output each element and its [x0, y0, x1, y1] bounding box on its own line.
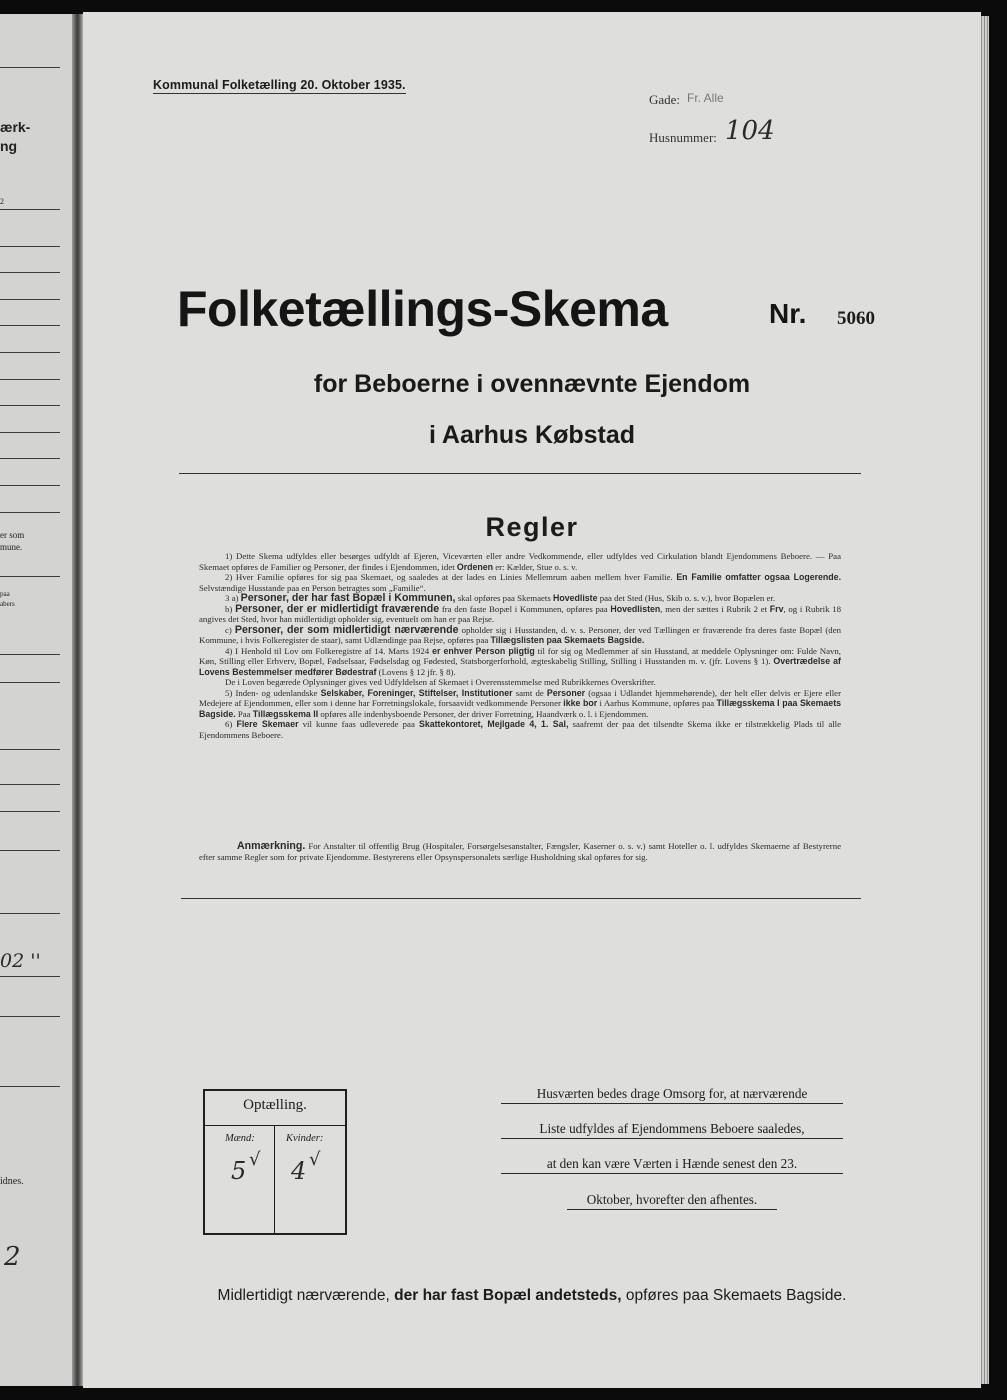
left-rule — [0, 850, 60, 851]
instruction-line: Husværten bedes drage Omsorg for, at nærværende — [501, 1086, 843, 1104]
rule-3c: c) Personer, der som midlertidigt nærværende opholder sig i Husstanden, d. v. s. Personer, der ved Tællingen er fraværende fra deres faste Bopæl (den Kommune, i hvis Folkeregister de staar), samt Udlændinge paa Rejse, opføres paa Tillægslisten paa Skemaets Bagside. — [199, 623, 841, 645]
left-rule — [0, 913, 60, 914]
left-rule — [0, 1086, 60, 1087]
left-text: abers — [0, 600, 15, 608]
left-text: mune. — [0, 542, 23, 552]
left-rule — [0, 379, 60, 380]
tally-divider — [274, 1125, 275, 1233]
divider — [179, 473, 861, 474]
rule-2: 2) Hver Familie opføres for sig paa Skemaet, og saaledes at der lades en Linies Mellemrum aaben mellem hver Familie. En Familie omfatter ogsaa Logerende. Selvstændige Husstande paa en Person betragtes som „Familie“. — [199, 572, 842, 593]
left-rule — [0, 246, 60, 247]
rules-heading: Regler — [485, 512, 579, 542]
left-text: 2 — [0, 197, 4, 206]
left-page-fragment — [0, 14, 78, 1386]
tally-title: Optælling. — [243, 1097, 307, 1113]
left-rule — [0, 576, 60, 577]
left-rule — [0, 654, 60, 655]
tally-divider — [205, 1125, 345, 1126]
street-value: Fr. Alle — [687, 91, 724, 105]
check-mark-icon: √ — [249, 1149, 261, 1170]
footer-note: Midlertidigt nærværende, der har fast Bopæl andetsteds, opføres paa Skemaets Bagside. — [217, 1287, 847, 1304]
subtitle-city: i Aarhus Købstad — [428, 421, 636, 449]
instruction-line: Oktober, hvorefter den afhentes. — [567, 1192, 777, 1210]
instruction-line: Liste udfyldes af Ejendommens Beboere saaledes, — [501, 1121, 843, 1139]
left-text: ng — [0, 138, 18, 154]
rules-text — [199, 551, 841, 740]
left-handwriting: 02 '' — [0, 950, 41, 972]
remark — [199, 841, 841, 863]
page-edges — [981, 16, 989, 1384]
house-number-value: 104 — [725, 116, 775, 146]
left-rule — [0, 209, 60, 210]
rule-4b: De i Loven begærede Oplysninger gives ved Udfyldelsen af Skemaet i Overensstemmelse med Rubrikkernes Overskrifter. — [225, 677, 656, 687]
remark-label: Anmærkning. — [237, 840, 306, 852]
tally-box — [203, 1089, 347, 1235]
form-title: Folketællings-Skema — [177, 281, 668, 337]
left-text: er som — [0, 530, 25, 540]
left-text: paa — [0, 590, 10, 598]
divider — [181, 898, 861, 899]
left-rule — [0, 299, 60, 300]
rule-4: 4) I Henhold til Lov om Folkeregistre af 14. Marts 1924 er enhver Person pligtig til for sig og Medlemmer af sin Husstand, at meddele Oplysninger om: Fulde Navn, Køn, Stilling eller Erhverv, Bopæl, Fødselsaar, Fødselsdag og Fødested, Statsborgerforhold, ægteskabelig Stilling, Stilling i Husstanden m. v. (jfr. Lovens § 1). Overtrædelse af Lovens Bestemmelser medfører Bødestraf (Lovens § 12 jfr. § 8). — [199, 645, 841, 677]
subtitle-residents: for Beboerne i ovennævnte Ejendom — [313, 370, 751, 398]
left-rule — [0, 976, 60, 977]
form-number: 5060 — [837, 308, 875, 329]
house-number-label: Husnummer: — [649, 130, 717, 145]
check-mark-icon: √ — [309, 1149, 321, 1170]
women-count: 4 — [291, 1157, 307, 1185]
left-rule — [0, 485, 60, 486]
census-form-page — [83, 12, 981, 1388]
women-label: Kvinder: — [286, 1133, 324, 1144]
left-rule — [0, 405, 60, 406]
rule-3b: b) Personer, der er midlertidigt fraværende fra den faste Bopæl i Kommunen, opføres paa Hovedlisten, men der sættes i Rubrik 2 et Frv, og i Rubrik 18 angives det Sted, hvor han midlertidigt opholder sig, eventuelt om han er paa Rejse. — [199, 602, 842, 624]
left-rule — [0, 458, 60, 459]
street-label: Gade: — [649, 92, 681, 107]
left-text: ærk- — [0, 119, 31, 135]
remark-text: For Anstalter til offentlig Brug (Hospitaler, Forsørgelsesanstalter, Fængsler, Kaserner o. s. v.) samt Hoteller o. l. udfyldes Skemaerne af Bestyrerne efter samme Regler som for private Ejendomme. Bestyrerens eller Opsynspersonalets særlige Husholdning skal opføres for sig. — [199, 841, 842, 862]
rule-1: 1) Dette Skema udfyldes eller besørges udfyldt af Ejeren, Viceværten eller andre Vedkommende, eller udfyldes ved Cirkulation blandt Ejendommens Beboere. — Paa Skemaet opføres de Familier og Personer, der findes i Ejendommen, idet Ordenen er: Kælder, Stue o. s. v. — [199, 551, 841, 572]
men-count: 5 — [231, 1157, 247, 1185]
left-rule — [0, 67, 60, 68]
left-rule — [0, 272, 60, 273]
left-rule — [0, 682, 60, 683]
number-label: Nr. — [769, 298, 807, 329]
rule-3a: 3 a) Personer, der har fast Bopæl i Kommunen, skal opføres paa Skemaets Hovedliste paa det Sted (Hus, Skib o. s. v.), hvor Bopælen er. — [225, 592, 776, 604]
left-rule — [0, 749, 60, 750]
left-rule — [0, 1016, 60, 1017]
rule-5: 5) Inden- og udenlandske Selskaber, Foreninger, Stiftelser, Institutioner samt de Personer (ogsaa i Udlandet hjemmehørende), der helt eller delvis er Ejere eller Medejere af Ejendommen, eller som i denne har Forretningslokale, forsaavidt vedkommende Personer ikke bor i Aarhus Kommune, opføres paa Tillægsskema I paa Skemaets Bagside. Paa Tillægsskema II opføres alle indenbysboende Personer, der driver Forretning, Haandværk o. l. i Ejendommen. — [199, 687, 842, 719]
left-rule — [0, 432, 60, 433]
left-handwriting: 2 — [4, 1242, 21, 1272]
instruction-line: at den kan være Værten i Hænde senest den 23. — [501, 1156, 843, 1174]
left-rule — [0, 784, 60, 785]
left-text: idnes. — [0, 1176, 24, 1187]
left-rule — [0, 352, 60, 353]
left-rule — [0, 512, 60, 513]
men-label: Mænd: — [225, 1133, 255, 1144]
left-rule — [0, 325, 60, 326]
rule-6: 6) Flere Skemaer vil kunne faas udleverede paa Skattekontoret, Mejlgade 4, 1. Sal, saafremt der paa det tilsendte Skema ikke er tilstrækkelig Plads til alle Ejendommens Beboere. — [199, 719, 842, 740]
census-header: Kommunal Folketælling 20. Oktober 1935. — [153, 78, 406, 92]
left-rule — [0, 811, 60, 812]
